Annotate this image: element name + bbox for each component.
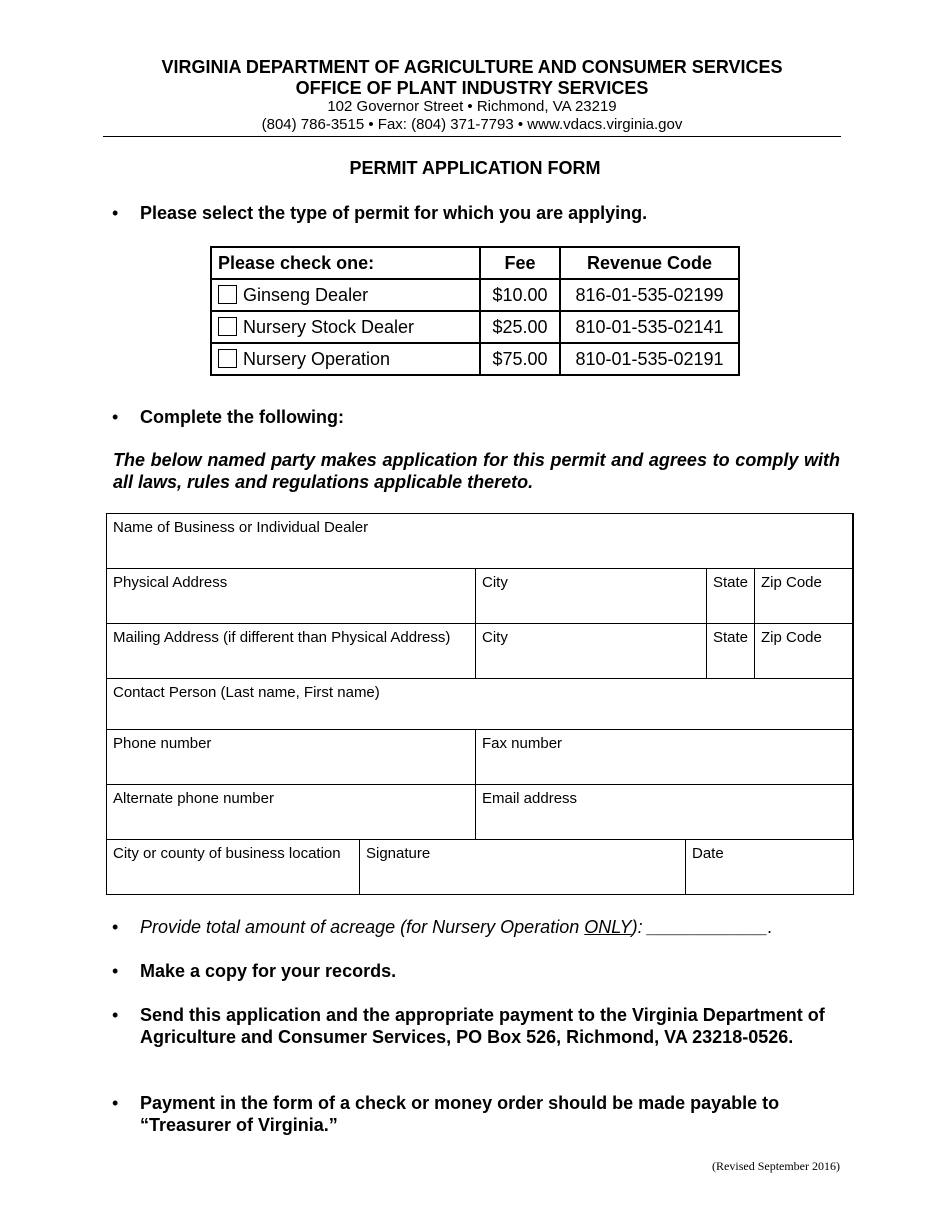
table-header-row	[211, 247, 739, 279]
header-divider	[103, 136, 841, 137]
bullet-icon: •	[112, 1093, 119, 1113]
field-label: Signature	[366, 845, 431, 862]
bullet-icon: •	[112, 961, 119, 981]
mailing-address-field[interactable]	[107, 624, 476, 679]
agency-name: VIRGINIA DEPARTMENT OF AGRICULTURE AND CONSUMER SERVICES	[161, 57, 783, 77]
field-label: State	[713, 574, 749, 591]
physical-city-field[interactable]	[476, 569, 707, 624]
permit-fee: $75.00	[480, 343, 560, 375]
form-title: PERMIT APPLICATION FORM	[349, 158, 601, 178]
select-type-instruction: Please select the type of permit for which you are applying.	[140, 203, 648, 223]
table-row	[211, 311, 739, 343]
bullet-icon: •	[112, 1005, 119, 1025]
agency-contact: (804) 786-3515 • Fax: (804) 371-7793 • www.vdacs.virginia.gov	[261, 116, 683, 133]
field-label: Name of Business or Individual Dealer	[113, 519, 369, 536]
permit-label: Nursery Stock Dealer	[243, 316, 415, 337]
nursery-stock-dealer-checkbox[interactable]	[218, 317, 237, 336]
agreement-statement: The below named party makes application for this permit and agrees to comply with all laws, rules and regulations applicable thereto.	[113, 450, 840, 492]
ginseng-dealer-checkbox[interactable]	[218, 285, 237, 304]
column-header: Revenue Code	[560, 247, 739, 279]
revenue-code: 810-01-535-02141	[560, 311, 739, 343]
physical-zip-field[interactable]	[755, 569, 853, 624]
office-name: OFFICE OF PLANT INDUSTRY SERVICES	[295, 78, 649, 98]
bullet-icon: •	[112, 407, 119, 427]
mailing-city-field[interactable]	[476, 624, 707, 679]
mailing-instruction: Send this application and the appropriate payment to the Virginia Department of Agriculture and Consumer Services, PO Box 526, Richmond, VA 23218-0526.	[140, 1005, 825, 1047]
complete-instruction: Complete the following:	[140, 407, 344, 427]
revenue-code: 816-01-535-02199	[560, 279, 739, 311]
mailing-zip-field[interactable]	[755, 624, 853, 679]
signature-field[interactable]	[360, 840, 686, 894]
bullet-icon: •	[112, 203, 119, 223]
mailing-state-field[interactable]	[707, 624, 755, 679]
field-label: Physical Address	[113, 574, 228, 591]
field-label: Alternate phone number	[113, 790, 274, 807]
field-label: Contact Person (Last name, First name)	[113, 684, 380, 701]
field-label: State	[713, 629, 749, 646]
field-label: City or county of business location	[113, 845, 341, 862]
revision-note: (Revised September 2016)	[712, 1159, 840, 1173]
alternate-phone-field[interactable]	[107, 785, 476, 840]
payment-instruction: Payment in the form of a check or money order should be made payable to “Treasurer of Virginia.”	[140, 1093, 780, 1135]
fax-field[interactable]	[476, 730, 853, 785]
contact-person-field[interactable]	[107, 679, 853, 730]
business-location-field[interactable]	[107, 840, 360, 894]
copy-instruction: Make a copy for your records.	[140, 961, 397, 981]
permit-fee: $25.00	[480, 311, 560, 343]
acreage-instruction: Provide total amount of acreage (for Nursery Operation ONLY): ____________.	[140, 917, 773, 937]
business-name-field[interactable]	[107, 514, 853, 569]
physical-state-field[interactable]	[707, 569, 755, 624]
field-label: Date	[692, 845, 724, 862]
field-label: City	[482, 629, 508, 646]
physical-address-field[interactable]	[107, 569, 476, 624]
field-label: Zip Code	[761, 574, 822, 591]
field-label: City	[482, 574, 508, 591]
field-label: Zip Code	[761, 629, 822, 646]
permit-fee: $10.00	[480, 279, 560, 311]
email-field[interactable]	[476, 785, 853, 840]
column-header: Please check one:	[211, 247, 480, 279]
field-label: Email address	[482, 790, 578, 807]
field-label: Phone number	[113, 735, 212, 752]
nursery-operation-checkbox[interactable]	[218, 349, 237, 368]
table-row	[211, 343, 739, 375]
applicant-info-grid	[106, 513, 854, 895]
revenue-code: 810-01-535-02191	[560, 343, 739, 375]
table-row	[211, 279, 739, 311]
field-label: Mailing Address (if different than Physical Address)	[113, 629, 451, 646]
permit-type-table	[210, 246, 740, 376]
bullet-icon: •	[112, 917, 119, 937]
phone-field[interactable]	[107, 730, 476, 785]
permit-label: Nursery Operation	[243, 348, 391, 369]
permit-label: Ginseng Dealer	[243, 284, 369, 305]
column-header: Fee	[480, 247, 560, 279]
agency-address: 102 Governor Street • Richmond, VA 23219	[327, 98, 617, 115]
field-label: Fax number	[482, 735, 563, 752]
date-field[interactable]	[686, 840, 853, 894]
